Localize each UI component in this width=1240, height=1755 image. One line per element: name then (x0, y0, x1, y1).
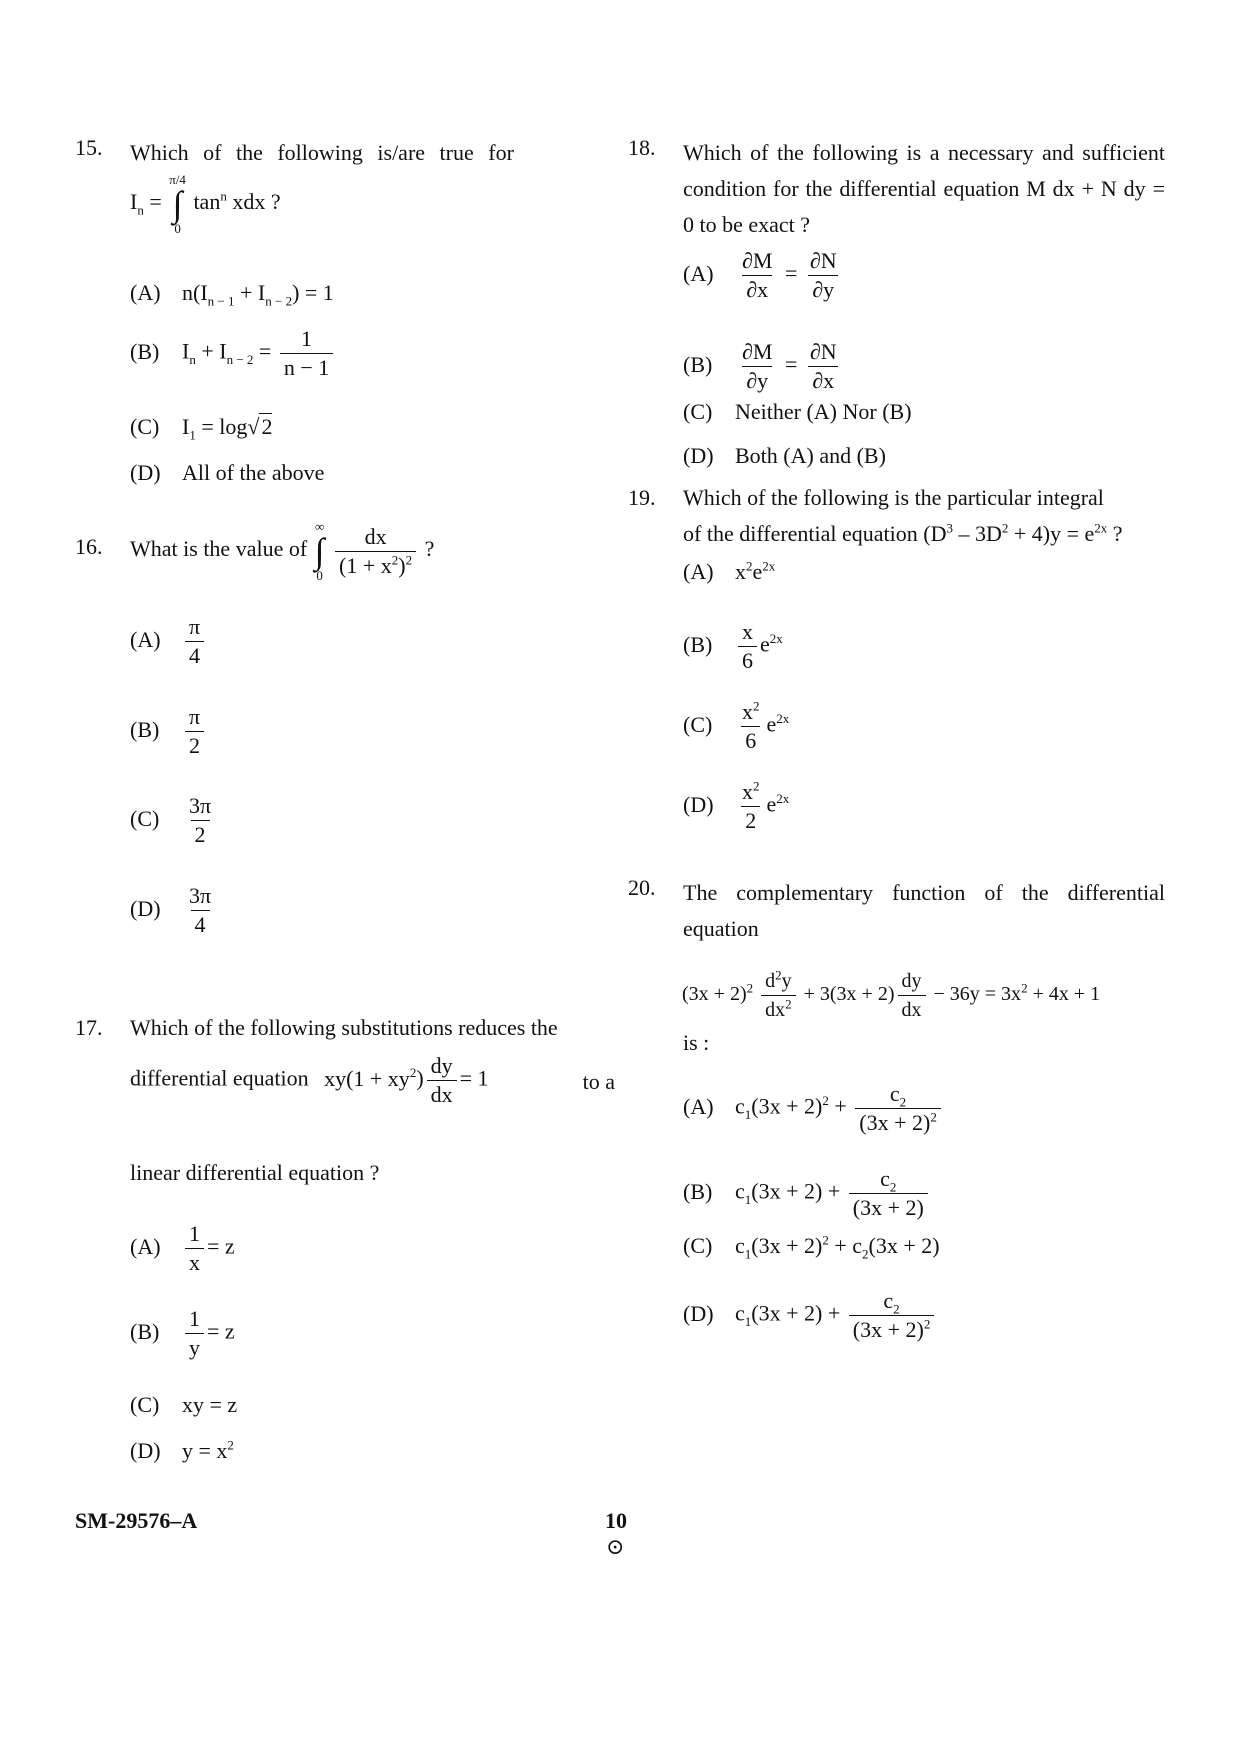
integral-sign: ∞ ∫ 0 (314, 519, 325, 583)
fraction-den: n − 1 (280, 353, 333, 382)
num-text: c (883, 1288, 894, 1313)
option-sub: n − 2 (226, 351, 254, 367)
option-label: (B) (683, 631, 713, 657)
option-a[interactable]: (A) $\frac{\partial M}{\partial x}$ = $\frac{\partial N}{\partial y}$ (683, 247, 844, 304)
fraction-den: y (185, 1333, 204, 1362)
fraction-den (335, 551, 416, 580)
fraction-num: 1 (189, 1306, 200, 1331)
question-text-line-1: Which of the following is the particular integral (683, 485, 1104, 510)
question-text: to a (582, 1069, 615, 1094)
equation-sup: 2 (1021, 980, 1028, 996)
question-text: differential equation (130, 1065, 309, 1091)
fraction-den (761, 995, 796, 1024)
equation-sup: 2 (409, 1065, 417, 1081)
question-text: Which of the following is/are true for (130, 140, 514, 165)
option-text: All of the above (182, 460, 325, 485)
option-b[interactable] (683, 1165, 931, 1222)
num-sup: 2 (753, 778, 760, 794)
fraction (738, 778, 764, 835)
fraction-num (886, 1080, 910, 1108)
option-sup: 2 (227, 1437, 234, 1453)
option-plus: + (828, 1093, 853, 1119)
option-sub: 1 (744, 1313, 752, 1329)
num-sup: 2 (775, 967, 782, 983)
fraction (806, 338, 841, 395)
option-b[interactable] (130, 1305, 235, 1362)
den-end: ) (398, 552, 406, 578)
fraction (898, 967, 926, 1024)
fraction-num: ∂N (809, 339, 837, 364)
num-text: c (889, 1081, 900, 1106)
option-text: (3x + 2) (751, 1093, 823, 1119)
is-label: is : (683, 1030, 710, 1055)
option-text: I (182, 338, 190, 364)
option-text: e (760, 631, 770, 657)
den-text: dx (765, 999, 786, 1021)
sqrt-radicand: 2 (261, 414, 273, 439)
fraction-den: ∂x (742, 275, 772, 304)
fraction (427, 1052, 457, 1109)
integral-upper: π/4 (169, 172, 186, 187)
text-sup: 3 (946, 520, 953, 536)
fraction-num: dy (430, 1053, 453, 1078)
fraction (185, 1220, 204, 1277)
option-text: (3x + 2) (751, 1178, 823, 1204)
question-text: The complementary function of the differential equation (683, 880, 1165, 941)
option-label: (A) (683, 1093, 714, 1119)
option-d[interactable] (683, 778, 789, 835)
question-number: 19. (628, 485, 656, 510)
option-text: + c (828, 1233, 862, 1258)
option-c[interactable] (130, 1392, 237, 1418)
question-number: 15. (75, 135, 103, 160)
option-end: ) = 1 (292, 280, 334, 305)
option-label: (C) (683, 1233, 713, 1258)
num-sub: 2 (889, 1179, 897, 1195)
option-label: (A) (130, 280, 161, 305)
option-c[interactable] (683, 1232, 940, 1262)
option-b[interactable]: (B) $\frac{\partial M}{\partial y}$ = $\frac{\partial N}{\partial x}$ (683, 338, 844, 395)
option-c[interactable] (683, 399, 912, 425)
text-sup: 2x (1094, 520, 1108, 536)
fraction-den: 2 (741, 806, 760, 835)
integral-lower: 0 (174, 221, 181, 236)
question-text: of the differential equation (D (683, 521, 947, 546)
option-text: e (766, 711, 777, 737)
question-text: + 4)y = e (1008, 521, 1095, 546)
fraction (185, 882, 215, 939)
den-sup: 2 (930, 1109, 937, 1125)
option-label: (C) (130, 1392, 160, 1417)
option-d[interactable] (130, 460, 324, 486)
option-sub: n − 1 (207, 293, 235, 309)
fraction (761, 967, 796, 1024)
num-sup: 2 (753, 698, 760, 714)
option-label: (D) (130, 460, 161, 485)
question-line-2 (130, 1052, 615, 1109)
option-text: xy = z (182, 1392, 238, 1417)
circle-dot-icon: ⊙ (606, 1534, 625, 1559)
option-a[interactable] (683, 1080, 944, 1137)
num-sub: 2 (893, 1301, 900, 1317)
option-a[interactable] (130, 1220, 235, 1277)
option-sup: 2x (769, 631, 783, 647)
fraction-num: ∂M (742, 248, 773, 273)
option-text: c (735, 1093, 745, 1119)
num-text: c (880, 1166, 890, 1191)
fraction-num (879, 1287, 903, 1315)
option-label: (D) (130, 1438, 161, 1463)
den-text: (1 + x (339, 552, 392, 578)
fraction (738, 618, 757, 675)
question-text-line-2 (683, 521, 1123, 547)
option-a[interactable] (683, 559, 775, 585)
option-text: c (735, 1178, 745, 1204)
option-sub: n (189, 351, 196, 367)
option-mid: + I (195, 338, 227, 364)
fraction-num: x (742, 619, 753, 644)
option-plus: + (822, 1178, 846, 1204)
fraction (849, 1165, 928, 1222)
option-label: (A) (130, 1233, 161, 1259)
option-sub: 1 (189, 427, 196, 443)
option-d[interactable] (130, 1438, 234, 1464)
option-d[interactable] (683, 1287, 937, 1344)
option-label: (D) (683, 791, 714, 817)
question-equation (682, 967, 1100, 1024)
option-sub: n − 2 (265, 293, 293, 309)
den-text: (3x + 2) (852, 1317, 924, 1342)
equation: xy(1 + xy (324, 1065, 410, 1091)
text-sup: 2 (1001, 520, 1009, 536)
integral-sign: π/4 ∫ 0 (169, 172, 186, 236)
integral-upper: ∞ (314, 519, 325, 534)
option-text: (3x + 2) (751, 1233, 823, 1258)
den-text: (3x + 2) (859, 1110, 931, 1135)
question-number: 18. (628, 135, 656, 160)
equation-part: + 4x + 1 (1027, 983, 1101, 1006)
integral-lower: 0 (316, 568, 323, 583)
option-a[interactable] (130, 280, 334, 309)
equation-sup: 2 (746, 980, 754, 996)
fraction (855, 1080, 941, 1137)
option-label: (C) (130, 414, 160, 439)
num-text: y (781, 970, 792, 992)
option-label: (D) (683, 443, 714, 468)
formula-I: I (130, 189, 138, 215)
option-label: (B) (130, 1318, 160, 1344)
equation-part: (3x + 2) (682, 983, 747, 1006)
fraction-den: dx (898, 995, 926, 1024)
fraction-den: ∂y (742, 366, 772, 395)
integrand: tan (193, 189, 221, 215)
option-text: y = x (182, 1438, 228, 1463)
option-text: c (735, 1233, 745, 1258)
integrand-rest: xdx ? (232, 189, 281, 215)
fraction-den: ∂y (808, 275, 838, 304)
option-sup: 2 (822, 1093, 829, 1109)
option-d[interactable] (130, 882, 218, 939)
equation-part: − 36y = 3x (928, 983, 1022, 1006)
fraction (806, 247, 841, 304)
question-text: Which of the following is a necessary and sufficient condition for the differential equation M dx + N dy = 0 to be exact ? (683, 140, 1165, 237)
option-label: (A) (683, 559, 714, 584)
option-sup: 2x (776, 791, 790, 807)
fraction-num: π (189, 614, 201, 639)
option-a[interactable] (130, 613, 207, 670)
option-b[interactable] (683, 618, 783, 675)
den-sup: 2 (391, 552, 399, 568)
option-sub: 1 (744, 1191, 752, 1207)
fraction-den: dx (427, 1080, 457, 1109)
paper-code: SM-29576–A (75, 1508, 198, 1533)
question-text: – 3D (953, 521, 1002, 546)
option-text: x (735, 559, 746, 584)
fraction (738, 247, 776, 304)
option-label: (B) (683, 1178, 713, 1204)
option-mid: + I (234, 280, 266, 305)
fraction (185, 1305, 204, 1362)
fraction-num: ∂N (809, 248, 837, 273)
fraction-num: 1 (301, 326, 313, 351)
num-sub: 2 (899, 1094, 907, 1110)
question-number: 17. (75, 1015, 103, 1040)
integrand-sup: n (220, 188, 227, 204)
fraction-den: (3x + 2) (849, 1193, 928, 1222)
fraction-den: ∂x (808, 366, 838, 395)
fraction-num: dy (901, 970, 922, 992)
option-c[interactable] (130, 792, 218, 849)
question-number: 16. (75, 534, 103, 559)
option-end: = (253, 338, 277, 364)
option-label: (C) (683, 711, 713, 737)
option-text: Both (A) and (B) (735, 443, 886, 468)
fraction (335, 523, 416, 580)
fraction (849, 1287, 935, 1344)
equation-end: ) (416, 1065, 424, 1091)
fraction-num: dx (364, 523, 387, 549)
fraction-den: 4 (185, 641, 204, 670)
option-plus: + (822, 1300, 846, 1326)
fraction-num: 1 (189, 1221, 200, 1246)
option-text: e (752, 559, 763, 584)
option-label: (C) (130, 805, 160, 831)
option-sup: 2x (776, 711, 790, 727)
question-formula: $I_n$ = π/4 ∫ 0 $\tan^n$ xdx ? (130, 172, 281, 236)
page-number: 10 (605, 1508, 627, 1533)
fraction (185, 792, 215, 849)
option-b[interactable] (130, 325, 336, 382)
question-line-1: Which of the following substitutions reduces the (130, 1015, 558, 1040)
fraction-den: 6 (741, 726, 760, 755)
question-tail: ? (424, 536, 435, 562)
option-label: (B) (683, 351, 713, 377)
fraction-num: 3π (189, 793, 212, 818)
fraction-den (855, 1108, 941, 1137)
den-sup: 2 (405, 552, 413, 568)
fraction-den: 6 (738, 646, 757, 675)
option-sup: 2 (822, 1232, 829, 1248)
option-text: n(I (182, 280, 208, 305)
fraction-den: x (185, 1248, 204, 1277)
option-rhs: = z (207, 1318, 235, 1344)
option-sup: 2 (746, 558, 753, 574)
equation-part: + 3(3x + 2) (798, 983, 895, 1006)
option-c[interactable] (683, 698, 789, 755)
option-label: (B) (130, 716, 160, 742)
option-text: (3x + 2) (751, 1300, 823, 1326)
fraction-num (876, 1165, 900, 1193)
fraction-num (761, 967, 796, 995)
question-text-line (130, 520, 434, 582)
option-b[interactable] (130, 703, 207, 760)
option-label: (B) (130, 338, 160, 364)
question-text: ? (1107, 521, 1123, 546)
option-c[interactable]: (C) $I_1 = \log√2$ (130, 414, 273, 443)
option-rhs: = z (207, 1233, 235, 1259)
num-text: x (742, 699, 753, 724)
option-label: (D) (683, 1300, 714, 1326)
equation-rhs: = 1 (459, 1065, 489, 1091)
option-label: (A) (130, 626, 161, 652)
question-text: What is the value of (130, 536, 308, 562)
option-text: c (735, 1300, 745, 1326)
option-end: = log (195, 414, 248, 439)
den-sup: 2 (785, 996, 792, 1012)
fraction-num (738, 698, 764, 726)
option-text: e (766, 791, 777, 817)
fraction-num: ∂M (742, 339, 773, 364)
formula-sub: n (137, 202, 144, 218)
fraction-den (849, 1315, 935, 1344)
num-text: d (765, 970, 776, 992)
option-text: Neither (A) Nor (B) (735, 399, 912, 424)
option-label: (D) (130, 895, 161, 921)
fraction-num: 3π (189, 883, 212, 908)
fraction (185, 703, 204, 760)
num-text: x (742, 779, 753, 804)
den-sup: 2 (923, 1316, 931, 1332)
option-sub: 1 (744, 1246, 752, 1262)
option-sup: 2x (762, 558, 776, 574)
option-d[interactable] (683, 443, 886, 469)
option-text: I (182, 414, 190, 439)
option-label: (A) (683, 260, 714, 286)
fraction-den: 2 (185, 731, 204, 760)
option-text: (3x + 2) (868, 1233, 940, 1258)
fraction-den: 4 (191, 910, 210, 939)
fraction (738, 338, 776, 395)
fraction-den: 2 (191, 820, 210, 849)
fraction (185, 613, 204, 670)
question-line-3: linear differential equation ? (130, 1160, 380, 1185)
option-label: (C) (683, 399, 713, 424)
option-sub: 1 (744, 1106, 752, 1122)
fraction-num: π (189, 704, 201, 729)
fraction-num (738, 778, 764, 806)
fraction (738, 698, 764, 755)
option-sub: 2 (862, 1246, 869, 1262)
fraction (280, 325, 333, 382)
question-number: 20. (628, 875, 656, 900)
